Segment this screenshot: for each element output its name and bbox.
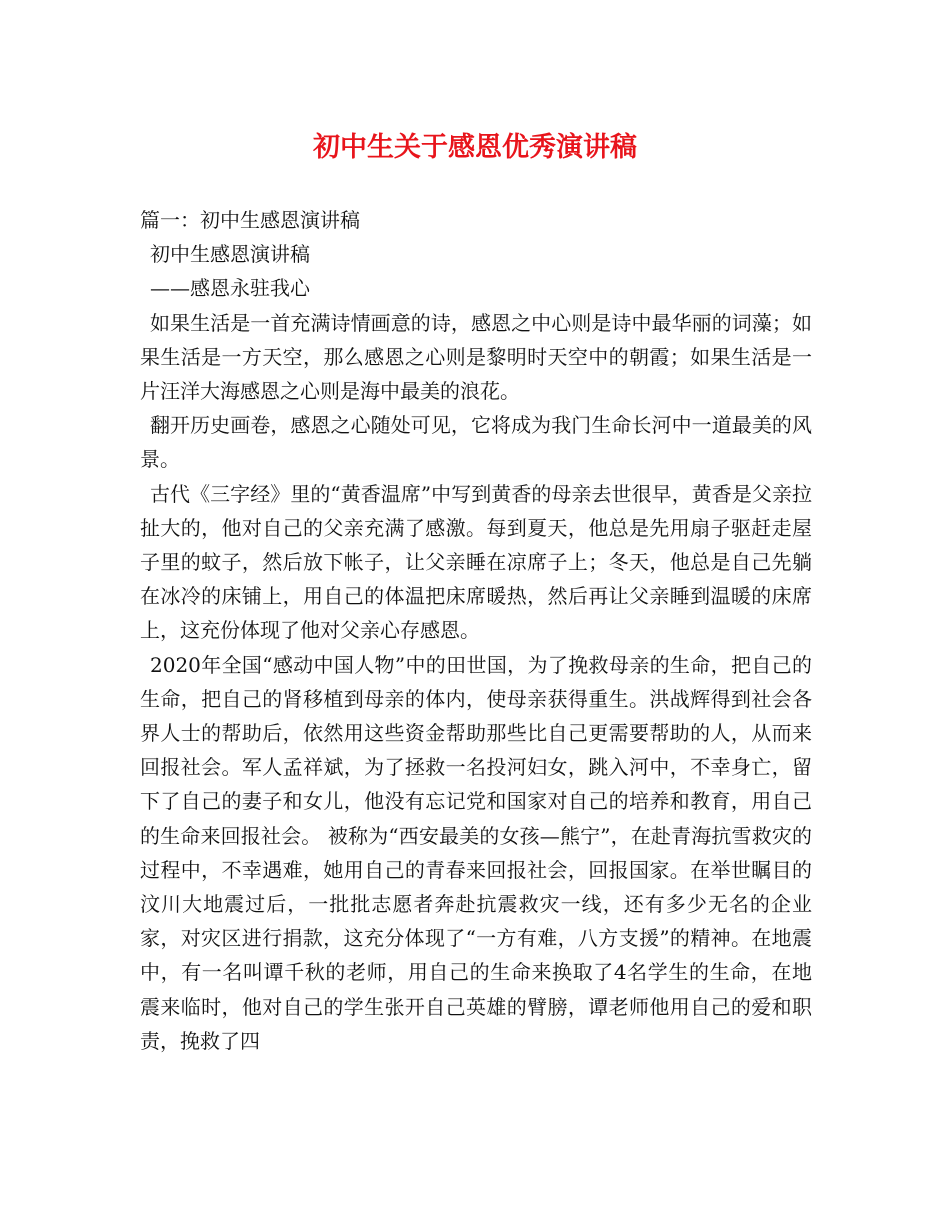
paragraph: 2020年全国“感动中国人物”中的田世国，为了挽救母亲的生命，把自己的生命，把自己的肾移植到母亲的体内，使母亲获得重生。洪战辉得到社会各界人士的帮助后，依然用这些资金帮助那些比自己更需要帮助的人，从而来回报社会。军人孟祥斌，为了拯救一名投河妇女，跳入河中，不幸身亡，留下了自己的妻子和女儿，他没有忘记党和国家对自己的培养和教育，用自己的生命来回报社会。 被称为“西安最美的女孩—熊宁”，在赴青海抗雪救灾的过程中，不幸遇难，她用自己的青春来回报社会，回报国家。在举世瞩目的汶川大地震过后，一批批志愿者奔赴抗震救灾一线，还有多少无名的企业家，对灾区进行捐款，这充分体现了“一方有难，八方支援”的精神。在地震中，有一名叫谭千秋的老师，用自己的生命来换取了4名学生的生命，在地震来临时，他对自己的学生张开自己英雄的臂膀，谭老师他用自己的爱和职责，挽救了四 <box>140 652 812 1053</box>
speech-subtitle: ——感恩永驻我心 <box>150 276 310 301</box>
speech-title: 初中生感恩演讲稿 <box>150 242 310 267</box>
paragraph: 翻开历史画卷，感恩之心随处可见，它将成为我门生命长河中一道最美的风景。 <box>140 413 812 472</box>
document-title: 初中生关于感恩优秀演讲稿 <box>313 132 637 163</box>
section-heading: 篇一：初中生感恩演讲稿 <box>140 208 360 232</box>
document-body <box>140 203 812 1058</box>
paragraph: 古代《三字经》里的“黄香温席”中写到黄香的母亲去世很早，黄香是父亲拉扯大的，他对自己的父亲充满了感激。每到夏天，他总是先用扇子驱赶走屋子里的蚊子，然后放下帐子，让父亲睡在凉席子上；冬天，他总是自己先躺在冰冷的床铺上，用自己的体温把床席暖热，然后再让父亲睡到温暖的床席上，这充份体现了他对父亲心存感恩。 <box>140 481 812 643</box>
paragraph: 如果生活是一首充满诗情画意的诗，感恩之中心则是诗中最华丽的词藻；如果生活是一方天空，那么感恩之心则是黎明时天空中的朝霞；如果生活是一片汪洋大海感恩之心则是海中最美的浪花。 <box>140 310 812 404</box>
